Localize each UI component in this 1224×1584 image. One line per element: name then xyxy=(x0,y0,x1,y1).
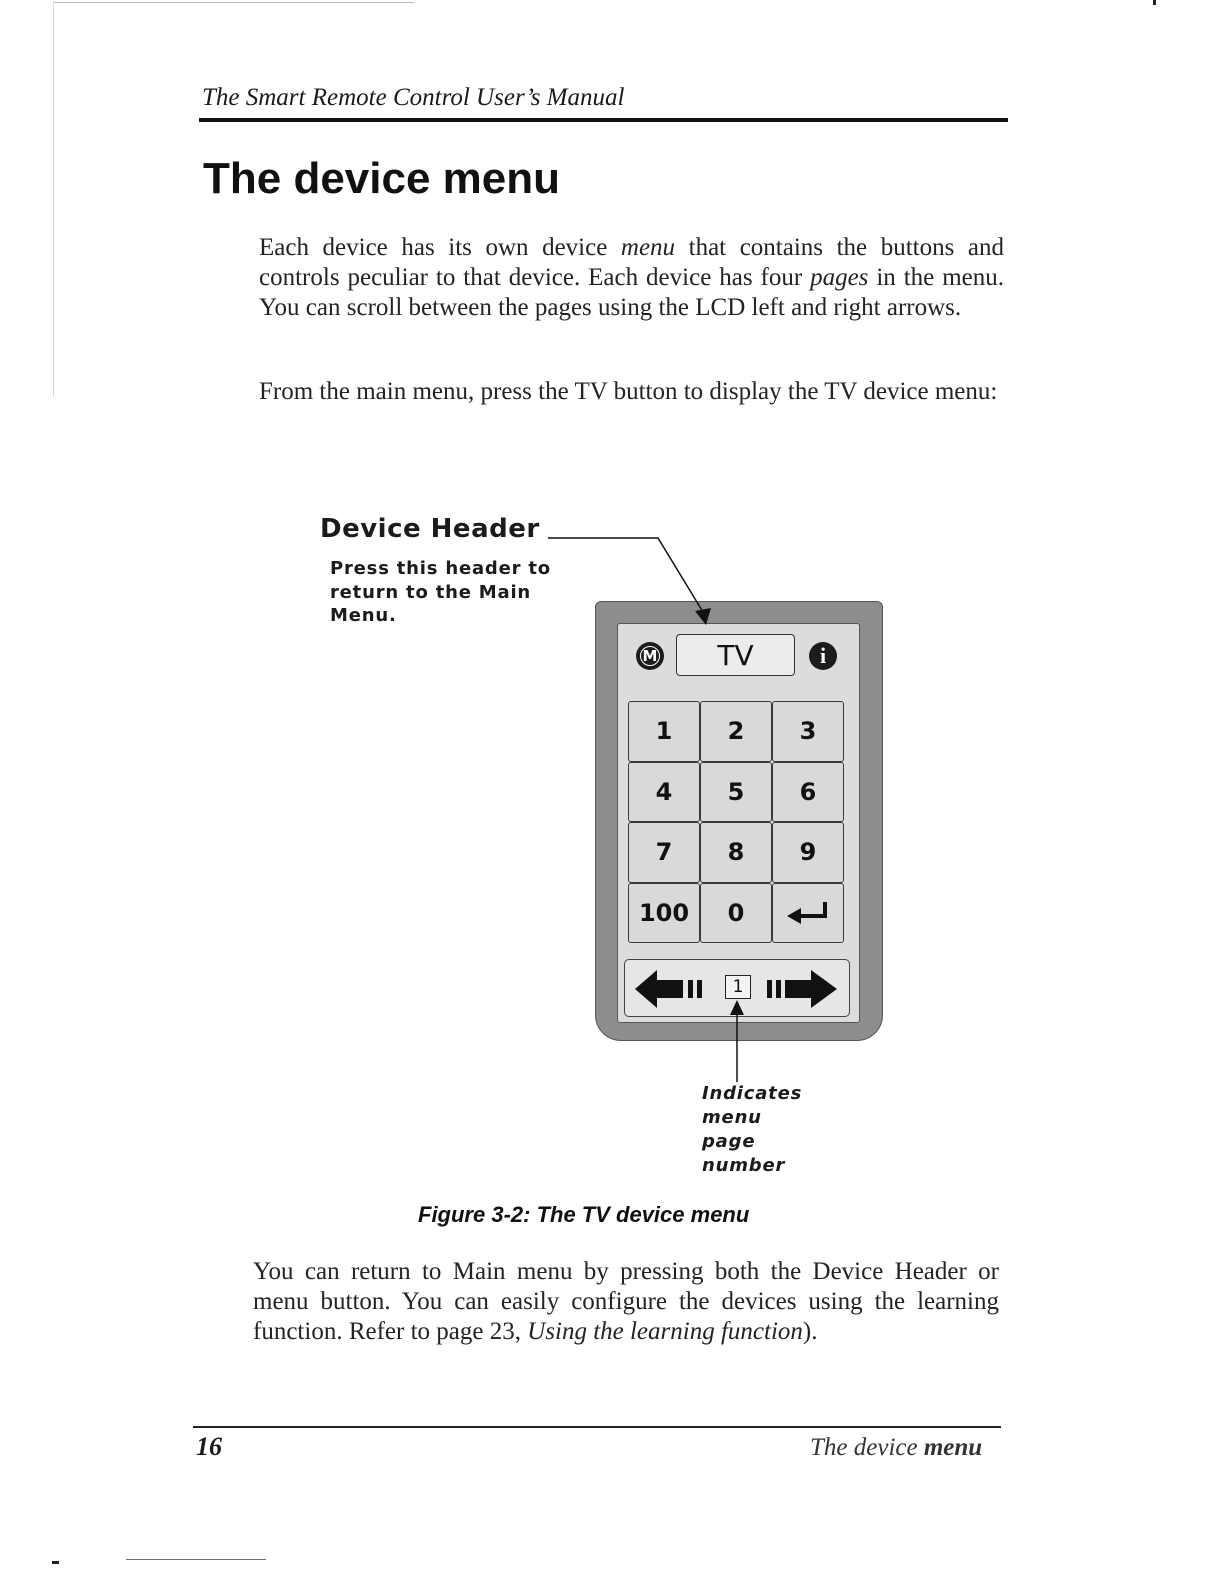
key-7[interactable]: 7 xyxy=(628,822,700,883)
key-6[interactable]: 6 xyxy=(772,762,844,823)
paragraph-instructions: From the main menu, press the TV button to display the TV device menu: xyxy=(259,378,998,405)
device-header-button[interactable]: TV xyxy=(676,634,795,676)
key-4[interactable]: 4 xyxy=(628,762,700,823)
key-1[interactable]: 1 xyxy=(628,701,700,762)
page-title: The device menu xyxy=(203,154,561,203)
device-header-arrowhead xyxy=(695,608,711,625)
device-header-leader xyxy=(548,538,703,612)
menu-button-label: M xyxy=(640,646,660,666)
paragraph-intro: Each device has its own device menu that contains the buttons and controls peculiar to that device. Each device has four pages in the menu. You can scroll between the pages using the LCD left and right arrows. xyxy=(259,234,1005,321)
running-footer: The device menu xyxy=(810,1434,983,1461)
footer-rule xyxy=(193,1426,1001,1428)
figure-caption: Figure 3-2: The TV device menu xyxy=(418,1202,750,1227)
key-5[interactable]: 5 xyxy=(700,762,772,823)
callout-device-header-title: Device Header xyxy=(320,514,540,544)
page-number-indicator: 1 xyxy=(725,975,751,999)
key-3[interactable]: 3 xyxy=(772,701,844,762)
callout-device-header-text: Press this header to return to the Main Menu. xyxy=(330,558,551,626)
key-8[interactable]: 8 xyxy=(700,822,772,883)
callout-page-number-note: Indicates menu page number xyxy=(702,1083,803,1176)
key-9[interactable]: 9 xyxy=(772,822,844,883)
info-button[interactable]: i xyxy=(809,642,837,670)
key-0[interactable]: 0 xyxy=(700,883,772,944)
key-100[interactable]: 100 xyxy=(628,883,700,944)
key-2[interactable]: 2 xyxy=(700,701,772,762)
page-number-arrowhead xyxy=(730,1000,744,1015)
page-number: 16 xyxy=(196,1432,222,1461)
paragraph-return-info: You can return to Main menu by pressing both the Device Header or menu button. You can easily configure the devices using the learning function. Refer to page 23, Using the learning function). xyxy=(253,1258,999,1345)
running-header: The Smart Remote Control User’s Manual xyxy=(202,84,625,111)
